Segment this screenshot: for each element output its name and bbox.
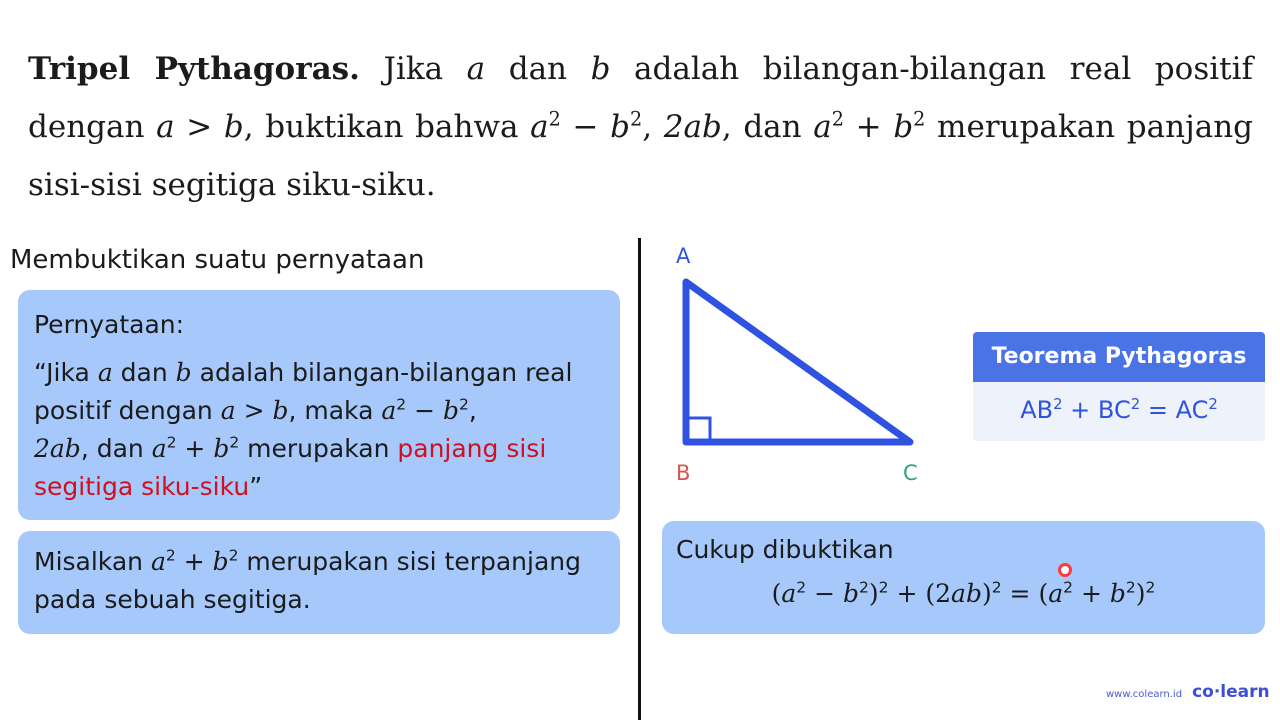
- statement-heading: Pernyataan:: [34, 310, 185, 339]
- right-triangle-diagram: [660, 260, 940, 470]
- vertex-label-b: B: [676, 461, 691, 485]
- right-angle-marker: [686, 418, 710, 442]
- problem-title: Tripel Pythagoras.: [28, 51, 360, 87]
- highlighted-phrase: panjang sisi segitiga siku-siku: [34, 434, 547, 501]
- vertex-label-a: A: [676, 244, 691, 268]
- proof-box: [662, 521, 1265, 634]
- vertex-label-c: C: [903, 461, 918, 485]
- triangle-shape: [686, 282, 910, 442]
- theorem-card: [973, 332, 1265, 441]
- problem-statement: Tripel Pythagoras. Jika a dan b adalah bilangan-bilangan real positif dengan a > b, buktikan bahwa $a^2 - b^2$, 2ab, dan $a^2 + b^2$ merupakan panjang sisi-sisi segitiga siku-siku.: [28, 51, 1253, 203]
- theorem-formula: $AB^2 + BC^2 = AC^2$: [1020, 395, 1218, 424]
- brand-logo: co·learn: [1192, 682, 1270, 702]
- statement-box: [18, 290, 620, 520]
- brand: [1106, 682, 1270, 702]
- vertical-divider: [638, 238, 641, 720]
- brand-url[interactable]: www.colearn.id: [1106, 689, 1183, 700]
- assumption-box: [18, 531, 620, 634]
- section-label: Membuktikan suatu pernyataan: [10, 245, 425, 275]
- statement-text: “Jika a dan b adalah bilangan-bilangan real positif dengan a > b, maka $a^2 - b^2$, 2ab, dan $a^2 + b^2$ merupakan panjang sisi segitiga siku-siku”: [34, 358, 573, 501]
- assumption-text: Misalkan $a^2 + b^2$ merupakan sisi terpanjang pada sebuah segitiga.: [34, 546, 581, 614]
- proof-heading: Cukup dibuktikan: [676, 535, 894, 564]
- proof-equation: $(a^2 - b^2)^2 + (2ab)^2 = (a^2 + b^2)^2$: [771, 578, 1156, 608]
- pointer-dot-icon: [1058, 563, 1072, 577]
- theorem-title: Teorema Pythagoras: [973, 332, 1265, 382]
